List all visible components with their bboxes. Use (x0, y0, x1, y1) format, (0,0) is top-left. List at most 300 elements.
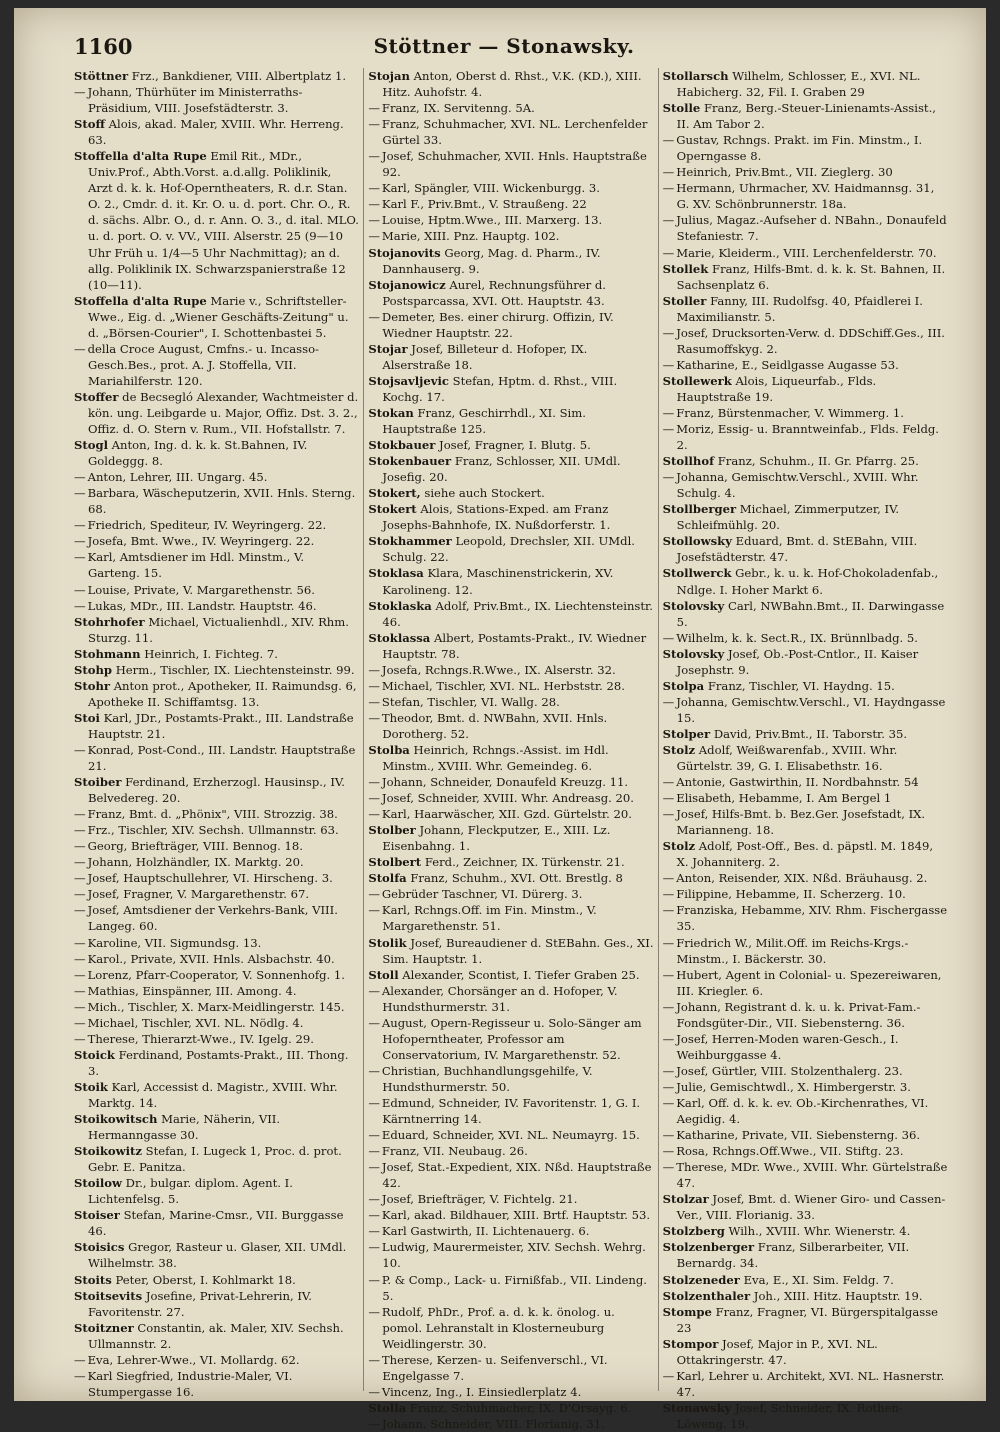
entry-details: Josef, Hilfs-Bmt. b. Bez.Ger. Josefstadt, IX. Marianneng. 18. (676, 807, 926, 838)
ditto-dash: — (368, 149, 380, 164)
directory-entry (368, 1015, 653, 1063)
entry-surname: Stoklasa (368, 566, 424, 581)
entry-details: Gebrüder Taschner, VI. Dürerg. 3. (381, 887, 583, 902)
ditto-dash: — (662, 999, 675, 1014)
directory-entry (74, 116, 359, 148)
directory-entry (663, 245, 948, 261)
entry-details: Josef, Herren-Moden waren-Gesch., I. Weihburggasse 4. (676, 1031, 899, 1062)
entry-details: Alois, akad. Maler, XVIII. Whr. Herreng. 63. (88, 117, 344, 148)
ditto-dash: — (368, 1384, 380, 1399)
ditto-dash: — (74, 518, 86, 533)
directory-entry (74, 646, 359, 662)
ditto-dash: — (368, 1208, 380, 1223)
entry-details: Franz, Geschirrhdl., XI. Sim. Hauptstraße 125. (382, 405, 586, 437)
entry-details: Marie, Näherin, VII. Hermanngasse 30. (88, 1112, 281, 1143)
directory-entry (74, 549, 359, 581)
entry-details: Ferdinand, Erzherzogl. Hausinsp., IV. Belvedereg. 20. (88, 775, 345, 806)
entry-details: Konrad, Post-Cond., III. Landstr. Hauptstraße 21. (87, 742, 356, 774)
ditto-dash: — (662, 1144, 675, 1159)
entry-details: Wilhelm, Schlosser, E., XVI. NL. Habicherg. 32, Fil. I. Graben 29 (676, 69, 921, 100)
entry-details: Demeter, Bes. einer chirurg. Offizin, IV. Wiedner Hauptstr. 22. (381, 309, 614, 340)
directory-entry (663, 1095, 948, 1127)
entry-details: Johanna, Gemischtw.Verschl., VI. Haydngasse 15. (676, 694, 946, 725)
ditto-dash: — (662, 245, 675, 260)
directory-entry (368, 694, 653, 710)
directory-entry (74, 582, 359, 598)
directory-entry (74, 84, 359, 116)
directory-entry (663, 100, 948, 132)
directory-entry (368, 1063, 653, 1095)
ditto-dash: — (74, 742, 86, 757)
entry-surname: Stokert (368, 502, 417, 517)
entry-details: Anton, Oberst d. Rhst., V.K. (KD.), XIII. Hitz. Auhofstr. 4. (382, 69, 642, 100)
entry-details: Gebr., k. u. k. Hof-Chokoladenfab., Ndlge. I. Hoher Markt 6. (676, 566, 939, 597)
entry-details: Christian, Buchhandlungsgehilfe, V. Hundsthurmerstr. 50. (381, 1063, 593, 1094)
directory-entry (368, 196, 653, 212)
entry-details: Karl, Rchngs.Off. im Fin. Minstm., V. Margarethenstr. 51. (381, 903, 597, 934)
entry-details: Albert, Postamts-Prakt., IV. Wiedner Hauptstr. 78. (382, 630, 647, 661)
entry-details: Karl, akad. Bildhauer, XIII. Brtf. Hauptstr. 53. (381, 1208, 651, 1223)
directory-entry (663, 180, 948, 212)
directory-entry (368, 967, 653, 983)
ditto-dash: — (662, 181, 675, 196)
directory-entry (74, 1143, 359, 1175)
ditto-dash: — (74, 486, 86, 501)
entry-surname: Stojan (368, 69, 410, 83)
ditto-dash: — (662, 775, 675, 790)
entry-surname: Stojar (368, 341, 408, 356)
directory-entry (74, 870, 359, 886)
entry-details: Franz, Hilfs-Bmt. d. k. k. St. Bahnen, II. Sachsenplatz 6. (676, 261, 946, 292)
entry-surname: Stohr (74, 678, 110, 693)
ditto-dash: — (662, 213, 675, 228)
directory-entry (368, 180, 653, 196)
directory-entry (368, 1207, 653, 1223)
entry-details: Stefan, Marine-Cmsr., VII. Burggasse 46. (88, 1208, 344, 1239)
entry-details: Johanna, Gemischtw.Verschl., XVIII. Whr. Schulg. 4. (676, 470, 919, 501)
directory-entry (368, 453, 653, 485)
entry-details: Franz, Silberarbeiter, VII. Bernardg. 34. (676, 1240, 910, 1271)
directory-entry (663, 646, 948, 678)
directory-entry (74, 1015, 359, 1031)
entry-details: Theodor, Bmt. d. NWBahn, XVII. Hnls. Dorotherg. 52. (381, 710, 608, 741)
directory-page (14, 8, 986, 1431)
directory-entry (663, 1063, 948, 1079)
ditto-dash: — (368, 1144, 380, 1159)
entry-details: Josef, Bmt. d. Wiener Giro- und Cassen-Ver., VIII. Florianig. 33. (676, 1192, 946, 1223)
entry-details: Frz., Tischler, XIV. Sechsh. Ullmannstr. 63. (87, 823, 339, 838)
entry-details: Johann, Thürhüter im Ministerraths-Präsidium, VIII. Josefstädterstr. 3. (87, 85, 303, 116)
directory-entry (368, 148, 653, 180)
entry-surname: Stoi (74, 710, 100, 725)
entry-details: Adolf, Post-Off., Bes. d. päpstl. M. 1849, X. Johanniterg. 2. (676, 839, 934, 870)
entry-details: Filippine, Hebamme, II. Scherzerg. 10. (676, 887, 906, 902)
entry-details: Alexander, Scontist, I. Tiefer Graben 25. (402, 967, 640, 982)
entry-surname: Stollarsch (662, 69, 729, 83)
directory-entry (663, 1368, 948, 1400)
directory-entry (663, 325, 948, 357)
entry-details: Carl, NWBahn.Bmt., II. Darwingasse 5. (676, 598, 945, 629)
entry-details: David, Priv.Bmt., II. Taborstr. 35. (713, 726, 908, 741)
entry-details: Julie, Gemischtwdl., X. Himbergerstr. 3. (676, 1079, 911, 1094)
directory-entry (74, 935, 359, 951)
entry-details: Josef, Briefträger, V. Fichtelg. 21. (381, 1192, 578, 1207)
column-2 (363, 68, 657, 1431)
directory-entry (368, 309, 653, 341)
entry-details: Mich., Tischler, X. Marx-Meidlingerstr. 145. (87, 999, 345, 1014)
directory-entry (368, 806, 653, 822)
entry-details: Marie, XIII. Pnz. Hauptg. 102. (381, 229, 560, 244)
entry-details: Peter, Oberst, I. Kohlmarkt 18. (115, 1272, 296, 1287)
directory-entry (74, 437, 359, 469)
directory-entry (663, 357, 948, 373)
directory-entry (74, 1368, 359, 1400)
directory-entry (663, 1304, 948, 1336)
entry-details: Rudolf, PhDr., Prof. a. d. k. k. önolog. u. pomol. Lehranstalt in Klosterneuburg Weidlingerstr. 30. (381, 1304, 615, 1351)
ditto-dash: — (662, 791, 675, 806)
directory-entry (368, 341, 653, 373)
entry-details: Josef, Drucksorten-Verw. d. DDSchiff.Ges., III. Rasumoffskyg. 2. (676, 325, 945, 356)
ditto-dash: — (662, 694, 675, 709)
ditto-dash: — (368, 694, 380, 709)
entry-surname: Stoffella d'alta Rupe (74, 293, 207, 308)
directory-entry (663, 421, 948, 453)
directory-entry (74, 1207, 359, 1239)
entry-surname: Stoiber (74, 775, 122, 790)
directory-entry (663, 1223, 948, 1239)
ditto-dash: — (74, 550, 86, 565)
entry-details: Alexander, Chorsänger an d. Hofoper, V. Hundsthurmerstr. 31. (381, 983, 618, 1014)
ditto-dash: — (74, 967, 86, 982)
directory-entry (74, 999, 359, 1015)
ditto-dash: — (74, 871, 86, 886)
entry-details: Wilh., XVIII. Whr. Wienerstr. 4. (728, 1224, 911, 1239)
entry-surname: Stolbert (368, 855, 422, 870)
directory-entry (663, 453, 948, 469)
entry-surname: Stoffella d'alta Rupe (74, 149, 207, 164)
entry-details: Friedrich, Spediteur, IV. Weyringerg. 22. (87, 518, 327, 533)
ditto-dash: — (368, 662, 380, 677)
entry-surname: Stolpa (662, 678, 705, 693)
directory-entry (368, 405, 653, 437)
ditto-dash: — (368, 1096, 380, 1110)
directory-entry (663, 1239, 948, 1271)
directory-entry (74, 341, 359, 389)
entry-surname: Stohmann (74, 646, 141, 661)
entry-surname: Stolz (662, 742, 696, 757)
entry-details: Karol., Private, XVII. Hnls. Alsbachstr. 40. (87, 951, 335, 966)
entry-details: Josefine, Privat-Lehrerin, IV. Favoritenstr. 27. (88, 1288, 312, 1319)
ditto-dash: — (368, 1160, 380, 1175)
directory-entry (663, 726, 948, 742)
directory-entry (74, 854, 359, 870)
entry-details: Franz, Bmt. d. „Phönix", VIII. Strozzig. 38. (87, 807, 338, 822)
directory-entry (663, 1336, 948, 1368)
entry-details: Friedrich W., Milit.Off. im Reichs-Krgs.-Minstm., I. Bäckerstr. 30. (676, 935, 909, 966)
entry-surname: Stoik (74, 1079, 108, 1094)
entry-details: Franziska, Hebamme, XIV. Rhm. Fischergasse 35. (676, 903, 948, 934)
entry-surname: Stoits (74, 1272, 112, 1287)
entry-details: Lukas, MDr., III. Landstr. Hauptstr. 46. (87, 598, 317, 613)
entry-surname: Stonawsky (662, 1400, 732, 1415)
ditto-dash: — (368, 197, 380, 212)
entry-details: P. & Comp., Lack- u. Firnißfab., VII. Lindeng. 5. (381, 1272, 647, 1303)
entry-details: Franz, VII. Neubaug. 26. (381, 1144, 528, 1159)
entry-surname: Stoiser (74, 1208, 120, 1223)
directory-entry (368, 662, 653, 678)
entry-details: Frz., Bankdiener, VIII. Albertplatz 1. (131, 69, 347, 83)
directory-entry (368, 854, 653, 870)
directory-entry (663, 1400, 948, 1432)
entry-details: de Becsegló Alexander, Wachtmeister d. kön. ung. Leibgarde u. Major, Offiz. Dst. 3. 2., Offiz. d. O. Stern v. Rum., VII. Hofstallstr. 7. (88, 389, 359, 437)
directory-entry (368, 1095, 653, 1127)
ditto-dash: — (74, 935, 86, 950)
entry-details: Franz, Bürstenmacher, V. Wimmerg. 1. (676, 405, 904, 420)
directory-entry (74, 983, 359, 999)
directory-entry (663, 132, 948, 164)
entry-details: Elisabeth, Hebamme, I. Am Bergel 1 (676, 791, 892, 806)
directory-entry (368, 501, 653, 533)
directory-entry (74, 148, 359, 292)
ditto-dash: — (74, 341, 86, 356)
entry-details: Ludwig, Maurermeister, XIV. Sechsh. Wehrg. 10. (381, 1240, 646, 1271)
entry-details: Leopold, Drechsler, XII. UMdl. Schulg. 22. (382, 534, 635, 565)
entry-details: Marie, Kleiderm., VIII. Lerchenfelderstr. 70. (676, 245, 937, 260)
entry-details: Heinrich, Rchngs.-Assist. im Hdl. Minstm., XVIII. Whr. Gemeindeg. 6. (382, 742, 609, 774)
directory-entry (74, 68, 359, 84)
entry-details: Franz, Berg.-Steuer-Linienamts-Assist., II. Am Tabor 2. (676, 101, 936, 132)
entry-details: Therese, Kerzen- u. Seifenverschl., VI. Engelgasse 7. (381, 1352, 608, 1383)
ditto-dash: — (662, 1128, 675, 1143)
directory-entry (663, 1127, 948, 1143)
ditto-dash: — (662, 325, 675, 340)
entry-details: Michael, Tischler, XVI. NL. Nödlg. 4. (87, 1015, 304, 1030)
entry-surname: Stompe (662, 1304, 712, 1319)
entry-details: Therese, MDr. Wwe., XVIII. Whr. Gürtelstraße 47. (676, 1160, 948, 1191)
entry-details: Josef, Bureaudiener d. StEBahn. Ges., XI. Sim. Hauptstr. 1. (382, 935, 654, 966)
directory-entry (663, 212, 948, 244)
directory-entry (368, 373, 653, 405)
entry-details: Klara, Maschinenstrickerin, XV. Karolineng. 12. (382, 566, 614, 597)
entry-details: Josef, Fragner, I. Blutg. 5. (439, 438, 591, 453)
directory-entry (663, 405, 948, 421)
entry-surname: Stokhammer (368, 534, 452, 549)
entry-details: Josef, Schneider, XVIII. Whr. Andreasg. 20. (381, 791, 634, 806)
directory-entry (368, 710, 653, 742)
entry-details: Gustav, Rchngs. Prakt. im Fin. Minstm., I. Operngasse 8. (676, 133, 923, 164)
directory-entry (368, 1352, 653, 1384)
directory-entry (663, 68, 948, 100)
directory-entry (663, 935, 948, 967)
column-3 (658, 68, 952, 1431)
entry-surname: Stokbauer (368, 438, 436, 453)
directory-entry (663, 469, 948, 501)
directory-entry (368, 1384, 653, 1400)
ditto-dash: — (74, 983, 86, 998)
entry-details: Adolf, Priv.Bmt., IX. Liechtensteinstr. 46. (382, 598, 653, 629)
ditto-dash: — (368, 1224, 380, 1239)
directory-entry (368, 822, 653, 854)
entry-details: Joh., XIII. Hitz. Hauptstr. 19. (753, 1288, 923, 1303)
directory-entry (663, 164, 948, 180)
directory-entry (663, 1031, 948, 1063)
ditto-dash: — (662, 935, 675, 950)
entry-details: Stefan, Tischler, VI. Wallg. 28. (381, 694, 560, 709)
directory-entry (368, 630, 653, 662)
entry-details: Dr., bulgar. diplom. Agent. I. Lichtenfelsg. 5. (88, 1176, 293, 1207)
entry-details: Karl F., Priv.Bmt., V. Straußeng. 22 (381, 197, 587, 212)
directory-entry (368, 870, 653, 886)
directory-entry (74, 517, 359, 533)
entry-surname: Stokenbauer (368, 454, 452, 469)
ditto-dash: — (368, 678, 380, 693)
ditto-dash: — (368, 101, 380, 116)
ditto-dash: — (368, 775, 380, 790)
entry-details: Katharine, E., Seidlgasse Augasse 53. (676, 357, 899, 372)
directory-entry (368, 886, 653, 902)
directory-entry (663, 902, 948, 934)
ditto-dash: — (74, 598, 86, 613)
entry-surname: Stolovsky (662, 646, 725, 661)
entry-details: Ferd., Zeichner, IX. Türkenstr. 21. (424, 855, 625, 870)
directory-entry (74, 1352, 359, 1368)
entry-details: August, Opern-Regisseur u. Solo-Sänger am Hofoperntheater, Professor am Conservatorium, IV. Margarethenstr. 52. (381, 1015, 642, 1062)
directory-entry (663, 870, 948, 886)
entry-details: Franz, Schlosser, XII. UMdl. Josefig. 20. (382, 454, 621, 485)
entry-details: Josef, Hauptschullehrer, VI. Hirscheng. 3. (87, 871, 333, 886)
entry-surname: Stolzar (662, 1192, 709, 1207)
entry-surname: Stolzenberger (662, 1240, 755, 1255)
ditto-dash: — (662, 357, 675, 372)
entry-details: Josef, Ob.-Post-Cntlor., II. Kaiser Josephstr. 9. (676, 646, 919, 677)
ditto-dash: — (368, 807, 380, 822)
ditto-dash: — (74, 85, 86, 100)
ditto-dash: — (662, 887, 675, 902)
entry-surname: Stojanowicz (368, 277, 446, 292)
entry-surname: Stolz (662, 839, 696, 854)
directory-entry (663, 533, 948, 565)
entry-details: Aurel, Rechnungsführer d. Postsparcassa, XVI. Ott. Hauptstr. 43. (382, 277, 606, 308)
directory-entry (663, 1159, 948, 1191)
entry-details: Karl, Amtsdiener im Hdl. Minstm., V. Garteng. 15. (87, 550, 305, 581)
directory-entry (74, 598, 359, 614)
entry-surname: Stolper (662, 726, 711, 741)
entry-details: Franz, Schuhm., II. Gr. Pfarrg. 25. (717, 454, 919, 469)
entry-details: Moriz, Essig- u. Branntweinfab., Flds. Feldg. 2. (676, 422, 939, 453)
directory-entry (663, 967, 948, 999)
directory-entry (368, 245, 653, 277)
directory-entry (74, 774, 359, 806)
directory-entry (74, 485, 359, 517)
directory-entry (74, 1031, 359, 1047)
entry-details: Franz, Fragner, VI. Bürgerspitalgasse 23 (676, 1304, 939, 1335)
directory-entry (74, 1288, 359, 1320)
entry-surname: Stöttner (74, 69, 129, 83)
directory-entry (368, 1127, 653, 1143)
entry-details: Franz, IX. Servitenng. 5A. (381, 101, 535, 116)
directory-entry (368, 228, 653, 244)
entry-surname: Stollek (662, 261, 709, 276)
ditto-dash: — (662, 470, 675, 485)
directory-entry (368, 935, 653, 967)
entry-details: Anton, Reisender, XIX. Nßd. Bräuhausg. 2. (676, 871, 928, 886)
entry-surname: Stolovsky (662, 598, 725, 613)
entry-details: Georg, Mag. d. Pharm., IV. Dannhauserg. 9. (382, 245, 601, 276)
entry-details: Franz, Schuhmacher, IX. D'Orsayg. 6. (409, 1400, 632, 1415)
entry-details: Johann, Schneider, VIII. Florianig. 31. (381, 1416, 605, 1431)
entry-details: Johann, Holzhändler, IX. Marktg. 20. (87, 855, 304, 870)
ditto-dash: — (74, 534, 86, 549)
directory-entry (663, 886, 948, 902)
ditto-dash: — (368, 903, 380, 918)
entry-surname: Stollberger (662, 502, 737, 517)
entries-columns (70, 68, 952, 1431)
directory-entry (368, 116, 653, 148)
directory-entry (663, 742, 948, 774)
entry-details: Stefan, Hptm. d. Rhst., VIII. Kochg. 17. (382, 373, 618, 404)
ditto-dash: — (368, 887, 380, 902)
ditto-dash: — (368, 1015, 380, 1030)
directory-entry (368, 1239, 653, 1271)
directory-entry (663, 373, 948, 405)
directory-entry (74, 293, 359, 341)
directory-entry (74, 838, 359, 854)
entry-surname: Stohrhofer (74, 614, 145, 629)
entry-surname: Stoisics (74, 1240, 125, 1255)
directory-entry (368, 1191, 653, 1207)
entry-surname: Stokert, (368, 486, 421, 501)
ditto-dash: — (74, 951, 86, 966)
directory-entry (74, 951, 359, 967)
directory-entry (663, 806, 948, 838)
ditto-dash: — (74, 839, 86, 854)
directory-entry (74, 967, 359, 983)
directory-entry (663, 1079, 948, 1095)
ditto-dash: — (368, 710, 380, 725)
ditto-dash: — (662, 165, 675, 180)
entry-details: Gregor, Rasteur u. Glaser, XII. UMdl. Wilhelmstr. 38. (88, 1240, 347, 1271)
ditto-dash: — (662, 1031, 675, 1046)
entry-surname: Stolber (368, 823, 416, 838)
running-title: Stöttner — Stonawsky. (373, 34, 635, 58)
entry-surname: Stolfa (368, 871, 407, 886)
ditto-dash: — (74, 903, 86, 918)
entry-surname: Stolle (662, 101, 701, 116)
directory-entry (74, 1272, 359, 1288)
entry-details: Josef, Billeteur d. Hofoper, IX. Alserstraße 18. (382, 341, 588, 372)
ditto-dash: — (368, 1063, 380, 1078)
ditto-dash: — (368, 1240, 380, 1255)
ditto-dash: — (74, 1015, 86, 1030)
entry-surname: Stollewerk (662, 373, 732, 388)
ditto-dash: — (368, 791, 380, 806)
directory-entry (663, 678, 948, 694)
entry-details: Anton, Ing. d. k. k. St.Bahnen, IV. Goldeggg. 8. (88, 438, 308, 469)
directory-entry (368, 598, 653, 630)
ditto-dash: — (74, 807, 86, 822)
entry-details: Michael, Tischler, XVI. NL. Herbststr. 28. (381, 678, 625, 693)
entry-details: Eva, E., XI. Sim. Feldg. 7. (743, 1272, 894, 1287)
ditto-dash: — (74, 582, 86, 597)
entry-surname: Stoklassa (368, 630, 431, 645)
entry-details: Barbara, Wäscheputzerin, XVII. Hnls. Sterng. 68. (87, 486, 356, 517)
directory-entry (74, 806, 359, 822)
page-number: 1160 (74, 34, 133, 59)
entry-details: Josef, Major in P., XVI. NL. Ottakringerstr. 47. (676, 1336, 878, 1367)
entry-details: Eduard, Schneider, XVI. NL. Neumayrg. 15. (381, 1128, 640, 1143)
directory-entry (368, 742, 653, 774)
ditto-dash: — (662, 1063, 675, 1078)
